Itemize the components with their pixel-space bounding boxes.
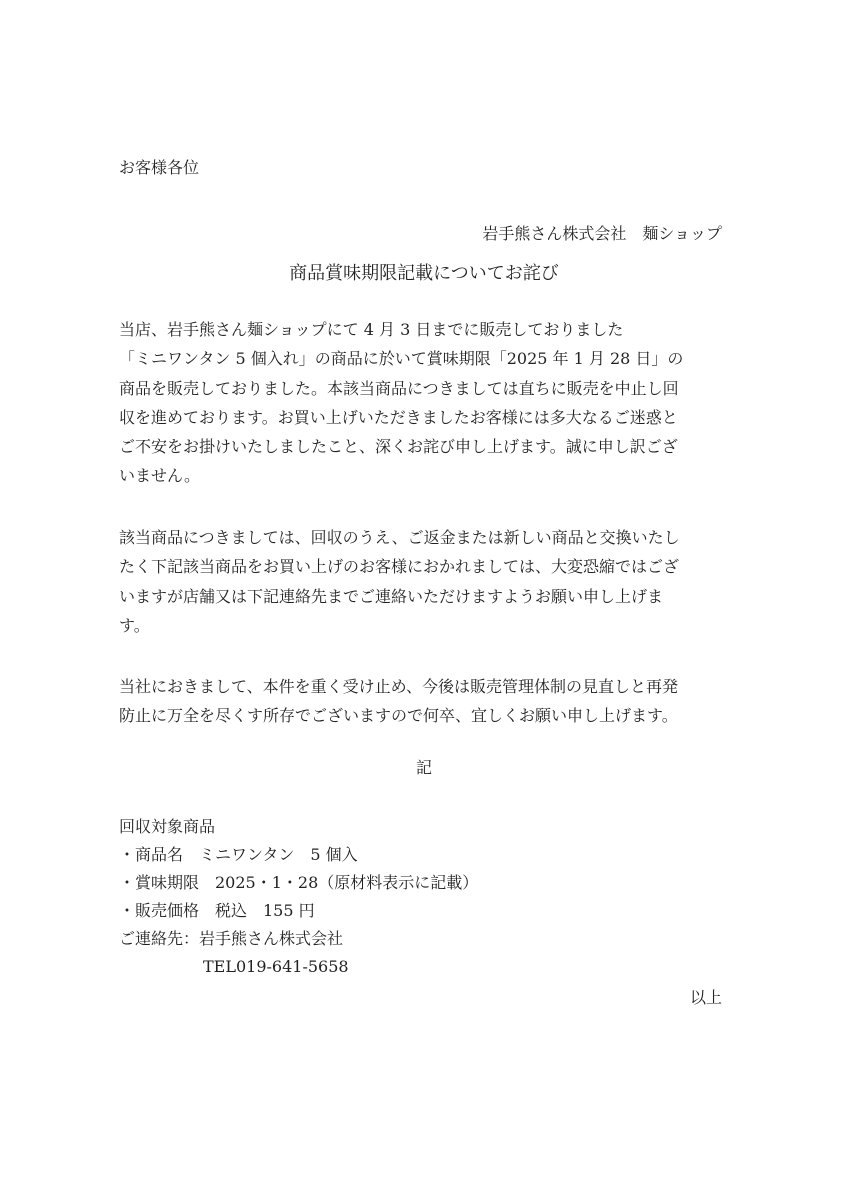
paragraph-line: 収を進めております。お買い上げいただきましたお客様には多大なるご迷惑と (119, 407, 678, 427)
paragraph-line: 当店、岩手熊さん麺ショップにて 4 月 3 日までに販売しておりました (119, 320, 624, 339)
ki-heading: 記 (415, 758, 432, 777)
paragraph-line: いますが店舗又は下記連絡先までご連絡いただけますようお願い申し上げま (119, 586, 664, 606)
closing-remark: 以上 (689, 988, 722, 1007)
paragraph-line: す。 (119, 615, 150, 635)
best-before-date: ・賞味期限 2025・1・28（原材料表示に記載） (119, 873, 479, 892)
notice-title: 商品賞味期限記載についてお詫び (289, 263, 559, 284)
paragraph-line: 商品を販売しておりました。本該当商品につきましては直ちに販売を中止し回 (119, 378, 679, 398)
paragraph-line: 「ミニワンタン 5 個入れ」の商品に於いて賞味期限「2025 年 1 月 28 日」の (119, 349, 684, 369)
paragraph-apology (119, 315, 731, 491)
paragraph-line: 該当商品につきましては、回収のうえ、ご返金または新しい商品と交換いたし (119, 528, 680, 547)
salutation: お客様各位 (119, 158, 200, 177)
product-name: ・商品名 ミニワンタン 5 個入 (119, 845, 358, 864)
paragraph-line: 防止に万全を尽くす所存でございますので何卒、宜しくお願い申し上げます。 (119, 706, 678, 726)
sender-name: 岩手熊さん株式会社 麺ショップ (482, 224, 722, 243)
sale-price: ・販売価格 税込 155 円 (119, 901, 315, 920)
paragraph-prevention (119, 672, 731, 731)
paragraph-line: いません。 (119, 466, 200, 486)
paragraph-line: たく下記該当商品をお買い上げのお客様におかれましては、大変恐縮ではござ (119, 557, 680, 577)
paragraph-line: 当社におきまして、本件を重く受け止め、今後は販売管理体制の見直しと再発 (119, 677, 679, 696)
recall-details (119, 813, 478, 981)
paragraph-refund (119, 523, 731, 640)
contact-phone: TEL019-641-5658 (203, 957, 349, 976)
contact-company: ご連絡先：岩手熊さん株式会社 (119, 929, 344, 948)
details-heading: 回収対象商品 (119, 817, 216, 836)
paragraph-line: ご不安をお掛けいたしましたこと、深くお詫び申し上げます。誠に申し訳ござ (119, 437, 678, 457)
